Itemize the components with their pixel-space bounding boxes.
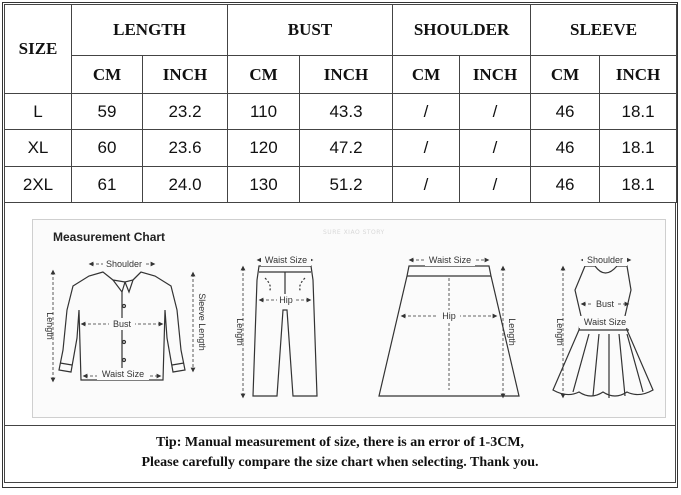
table-cell: 24.0	[143, 167, 228, 203]
shirt-waist-label: Waist Size	[101, 369, 145, 379]
pants-hip-label: Hip	[279, 295, 293, 305]
table-cell: /	[393, 167, 460, 203]
chart-title: Measurement Chart	[53, 230, 166, 244]
table-cell: /	[460, 167, 531, 203]
unit-header: INCH	[600, 56, 677, 94]
dress-diagram	[553, 266, 653, 398]
unit-header: CM	[531, 56, 600, 94]
table-cell: /	[460, 94, 531, 130]
unit-header: INCH	[300, 56, 393, 94]
skirt-waist-label: Waist Size	[428, 255, 472, 265]
sleeve-header: SLEEVE	[531, 5, 677, 56]
bust-header: BUST	[228, 5, 393, 56]
watermark: SURE XIAO STORY	[323, 229, 385, 236]
shirt-shoulder-label: Shoulder	[105, 259, 143, 269]
table-cell: 110	[228, 94, 300, 130]
table-cell: /	[460, 130, 531, 167]
measurement-chart-panel	[4, 202, 676, 425]
size-header: SIZE	[5, 5, 72, 94]
table-cell: 23.6	[143, 130, 228, 167]
measurement-chart	[32, 219, 666, 418]
table-cell: 46	[531, 167, 600, 203]
unit-header: CM	[72, 56, 143, 94]
table-cell: 18.1	[600, 130, 677, 167]
shirt-bust-label: Bust	[112, 319, 132, 329]
size-cell: XL	[5, 130, 72, 167]
table-cell: /	[393, 130, 460, 167]
pants-diagram	[253, 266, 317, 396]
size-table	[4, 4, 677, 203]
table-cell: 61	[72, 167, 143, 203]
table-cell: 120	[228, 130, 300, 167]
table-cell: 43.3	[300, 94, 393, 130]
dress-waist-label: Waist Size	[583, 317, 627, 327]
length-header: LENGTH	[72, 5, 228, 56]
table-cell: 46	[531, 94, 600, 130]
table-cell: 18.1	[600, 167, 677, 203]
table-cell: 23.2	[143, 94, 228, 130]
skirt-length-label: Length	[507, 318, 517, 346]
size-cell: L	[5, 94, 72, 130]
tip-box	[4, 425, 676, 483]
table-cell: 59	[72, 94, 143, 130]
dress-shoulder-label: Shoulder	[586, 255, 624, 265]
pants-length-label: Length	[235, 318, 245, 346]
table-cell: 46	[531, 130, 600, 167]
table-cell: /	[393, 94, 460, 130]
skirt-measure-lines	[403, 260, 503, 396]
table-row	[5, 94, 677, 130]
unit-header: INCH	[460, 56, 531, 94]
tip-line-1: Tip: Manual measurement of size, there is an error of 1-3CM,	[155, 435, 525, 450]
garment-diagrams	[33, 220, 665, 417]
table-cell: 47.2	[300, 130, 393, 167]
pants-waist-label: Waist Size	[264, 255, 308, 265]
dress-length-label: Length	[555, 318, 565, 346]
shoulder-header: SHOULDER	[393, 5, 531, 56]
table-row	[5, 167, 677, 203]
tip-line-2: Please carefully compare the size chart when selecting. Thank you.	[141, 455, 539, 470]
table-cell: 18.1	[600, 94, 677, 130]
table-cell: 60	[72, 130, 143, 167]
table-cell: 130	[228, 167, 300, 203]
table-row	[5, 130, 677, 167]
size-cell: 2XL	[5, 167, 72, 203]
unit-header: CM	[393, 56, 460, 94]
shirt-sleeve-label: Sleeve Length	[197, 293, 207, 351]
table-cell: 51.2	[300, 167, 393, 203]
unit-header: INCH	[143, 56, 228, 94]
dress-bust-label: Bust	[595, 299, 615, 309]
unit-header: CM	[228, 56, 300, 94]
shirt-length-label: Length	[45, 312, 55, 340]
skirt-hip-label: Hip	[442, 311, 456, 321]
